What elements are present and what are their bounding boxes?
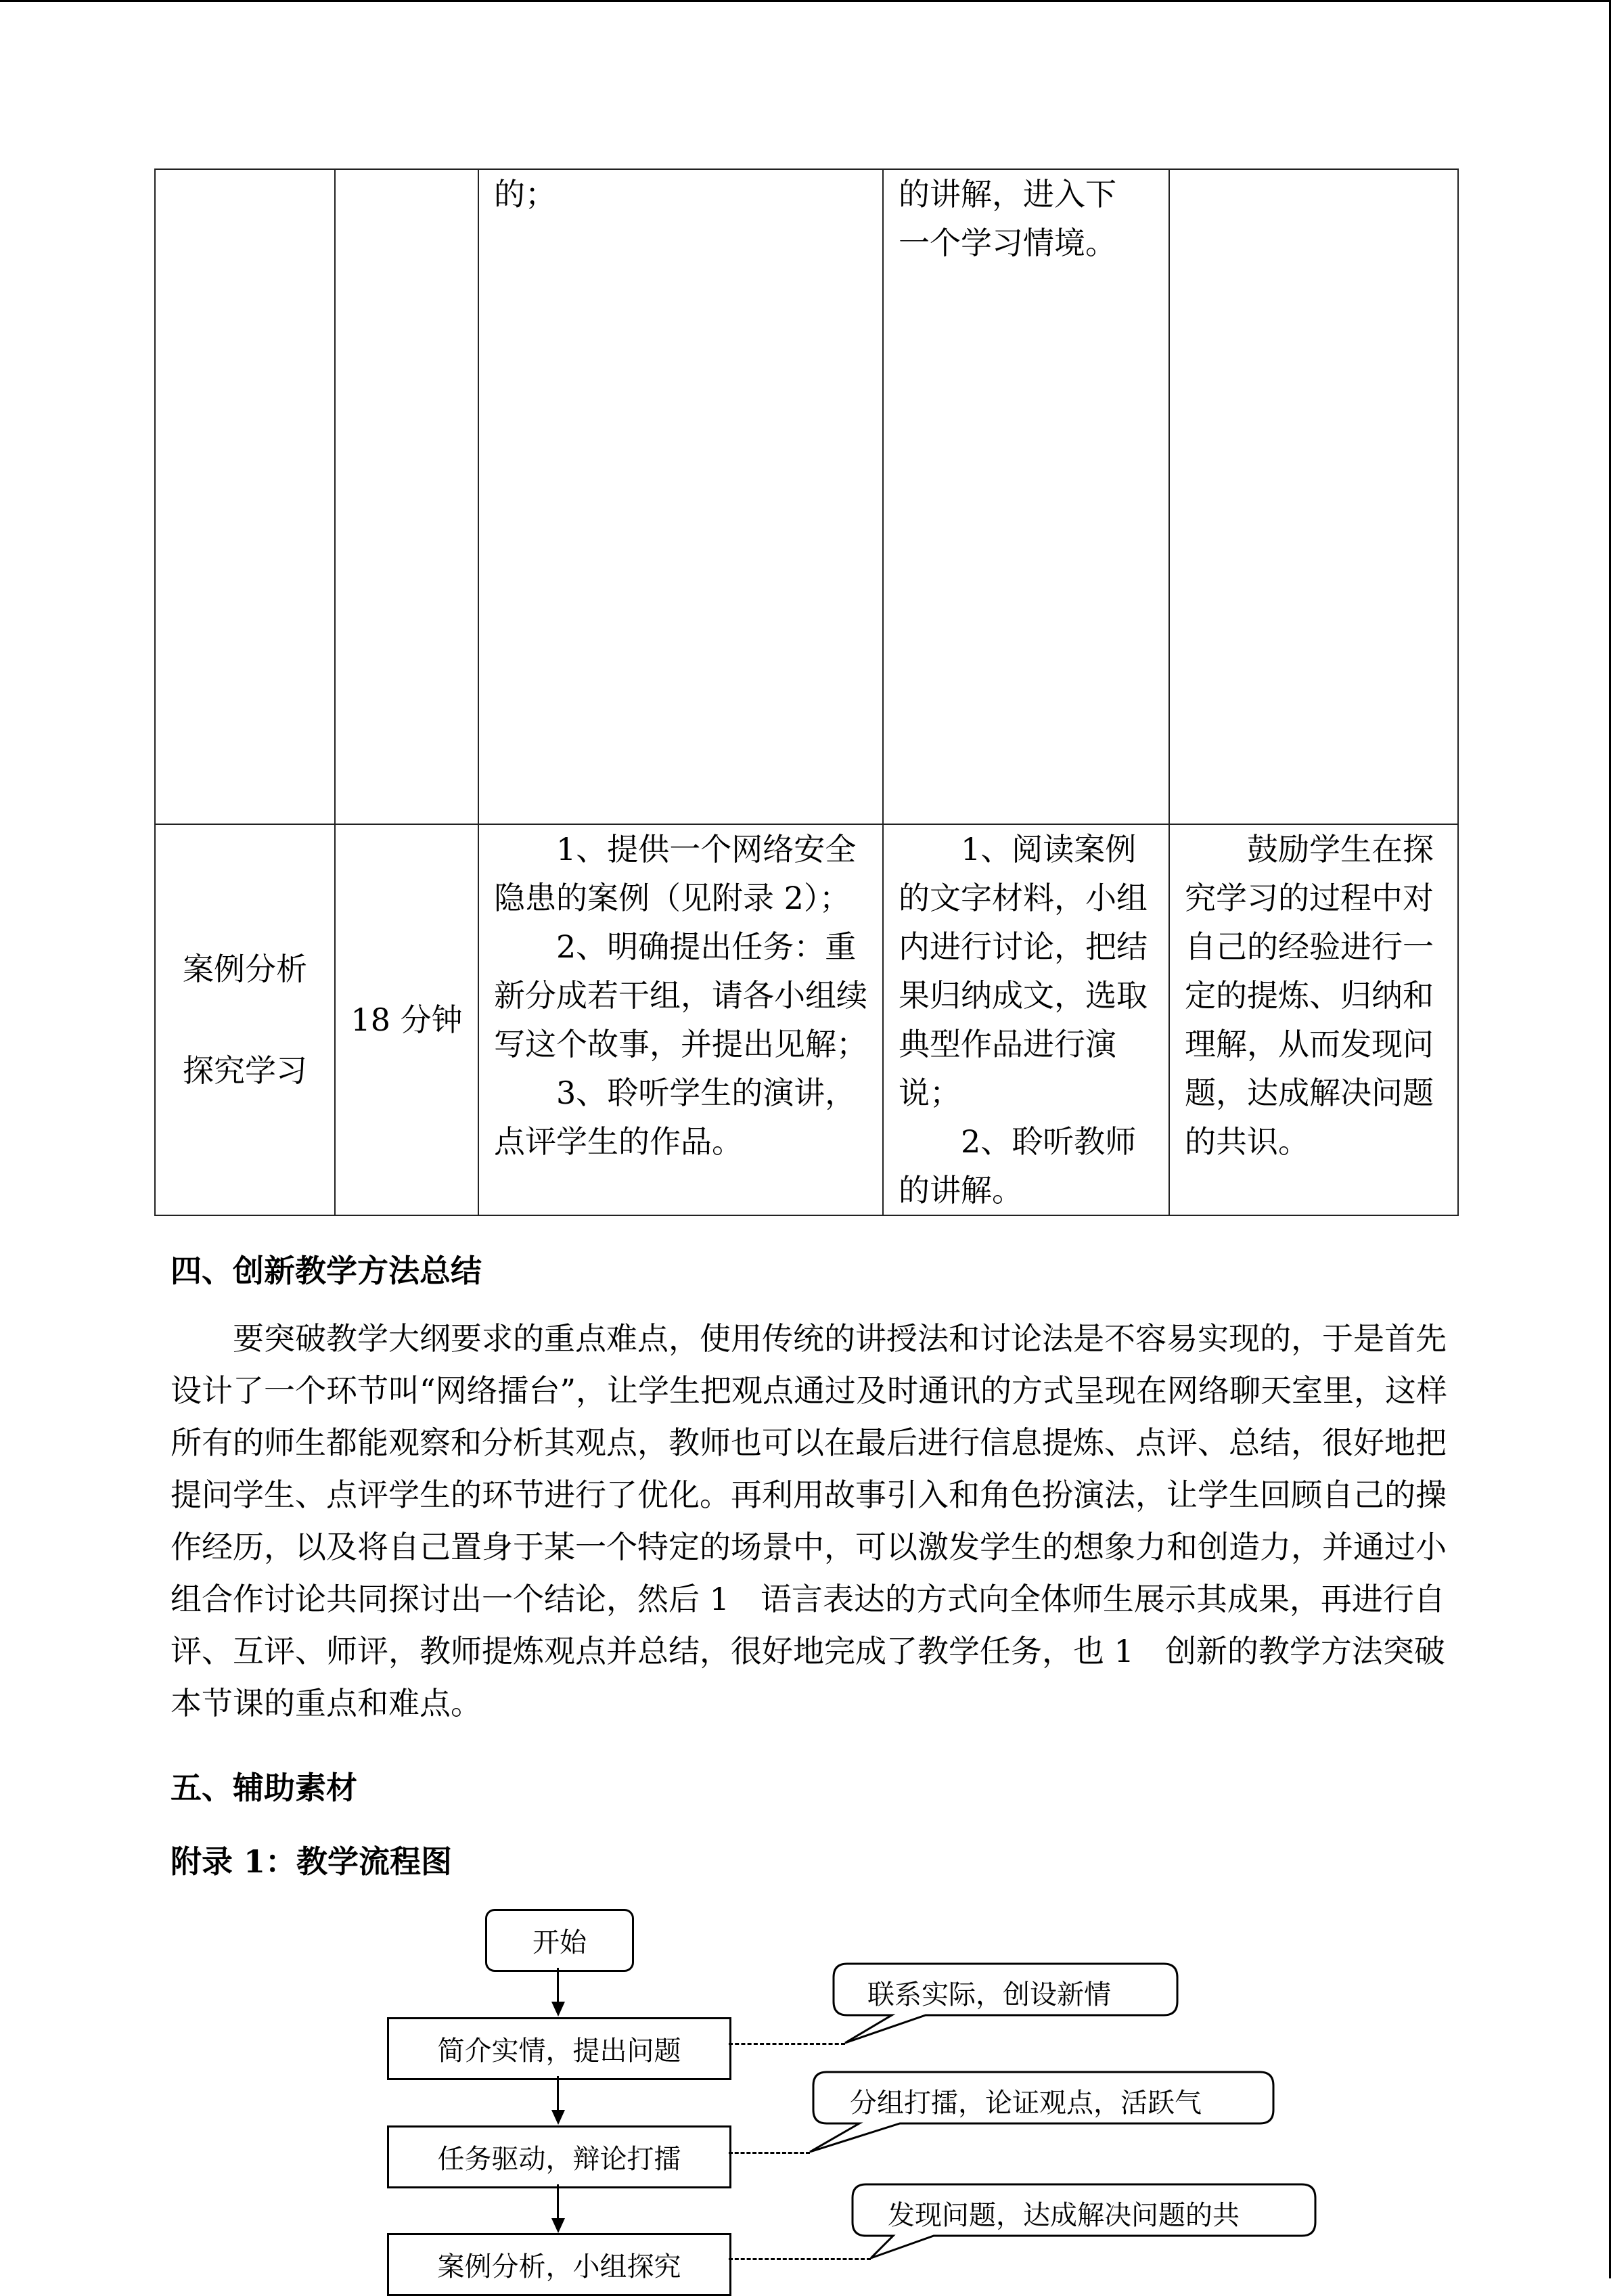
activity-name-line: 案例分析 bbox=[183, 951, 307, 987]
section5-heading: 五、辅助素材 bbox=[171, 1770, 357, 1806]
cell-text: 的； bbox=[494, 176, 556, 212]
student-step: 1、阅读案例的文字材料，小组内进行讨论，把结果归纳成文，选取典型作品进行演说； bbox=[899, 831, 1148, 1111]
callout-text-1: 联系实际，创设新情 bbox=[867, 1979, 1111, 2010]
flowchart-step-3: 案例分析，小组探究 bbox=[387, 2233, 731, 2296]
callout-text-3: 发现问题，达成解决问题的共 bbox=[888, 2200, 1240, 2231]
section4-paragraph: 要突破教学大纲要求的重点难点，使用传统的讲授法和讨论法是不容易实现的，于是首先设计了一个环节叫“网络擂台”，让学生把观点通过及时通讯的方式呈现在网络聊天室里，这样所有的师生都能观察和分析其观点，教师也可以在最后进行信息提炼、点评、总结，很好地把提问学生、点评学生的环节进行了优化。再利用故事引入和角色扮演法，让学生回顾自己的操作经历，以及将自己置身于某一个特定的场景中，可以激发学生的想象力和创造力，并通过小组合作讨论共同探讨出一个结论，然后 1 语言表达的方式向全体师生展示其成果，再进行自评、互评、师评，教师提炼观点并总结，很好地完成了教学任务，也 1 创新的教学方法突破本节课的重点和难点。 bbox=[171, 1320, 1448, 1721]
callout-text-2: 分组打擂，论证观点，活跃气 bbox=[850, 2088, 1202, 2119]
student-step: 2、聆听教师的讲解。 bbox=[899, 1123, 1137, 1209]
appendix1-heading: 附录 1：教学流程图 bbox=[171, 1843, 453, 1880]
teacher-step: 1、提供一个网络安全隐患的案例（见附录 2）； bbox=[494, 831, 857, 916]
cell-text: 一个学习情境。 bbox=[899, 225, 1116, 261]
section4-heading: 四、创新教学方法总结 bbox=[171, 1253, 482, 1289]
flowchart-step-1: 简介实情，提出问题 bbox=[387, 2017, 731, 2080]
duration-cell: 18 分钟 bbox=[335, 824, 478, 1215]
teacher-step: 2、明确提出任务：重新分成若干组，请各小组续写这个故事，并提出见解； bbox=[494, 928, 867, 1062]
flowchart-start: 开始 bbox=[485, 1909, 634, 1972]
flowchart-step-2: 任务驱动，辩论打擂 bbox=[387, 2125, 731, 2188]
teacher-step: 3、聆听学生的演讲，点评学生的作品。 bbox=[494, 1075, 857, 1160]
design-intent-text: 鼓励学生在探究学习的过程中对自己的经验进行一定的提炼、归纳和理解，从而发现问题，达成解决问题的共识。 bbox=[1185, 831, 1434, 1160]
activity-name-line: 探究学习 bbox=[183, 1052, 307, 1089]
cell-text: 的讲解，进入下 bbox=[899, 176, 1116, 212]
